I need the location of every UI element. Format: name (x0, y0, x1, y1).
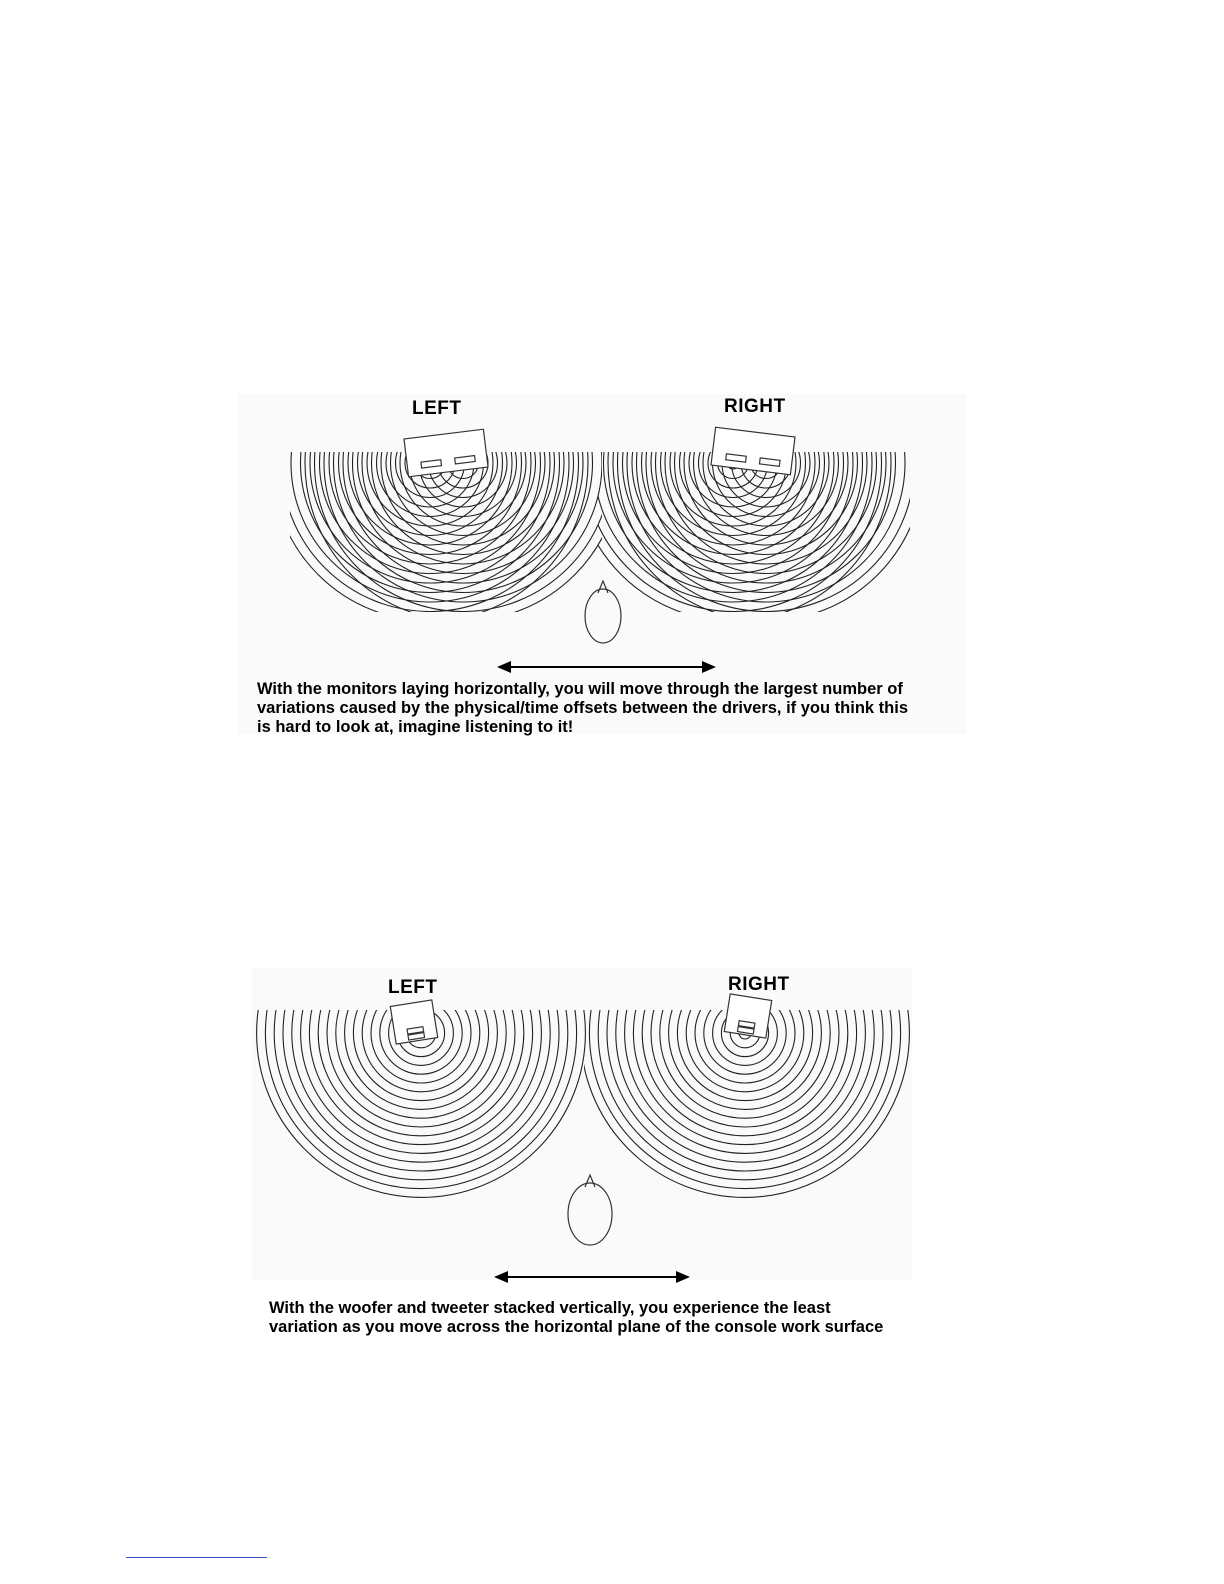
caption-line: variation as you move across the horizontal plane of the console work surface (269, 1318, 884, 1336)
caption-line: is hard to look at, imagine listening to it! (257, 718, 574, 736)
left-speaker-vertical (390, 1000, 437, 1044)
caption-line: variations caused by the physical/time offsets between the drivers, if you think this (257, 699, 909, 717)
figure-caption-vertical (269, 1299, 969, 1337)
left-speaker-label: LEFT (412, 398, 462, 419)
diagram-background (252, 968, 912, 1280)
left-speaker-label: LEFT (388, 977, 438, 998)
right-speaker-label: RIGHT (724, 396, 786, 417)
right-speaker-vertical (724, 994, 771, 1038)
right-speaker-label: RIGHT (728, 974, 790, 995)
footnote-separator (126, 1557, 267, 1558)
caption-line: With the monitors laying horizontally, you will move through the largest number of (257, 680, 903, 698)
caption-line: With the woofer and tweeter stacked vertically, you experience the least (269, 1299, 831, 1317)
